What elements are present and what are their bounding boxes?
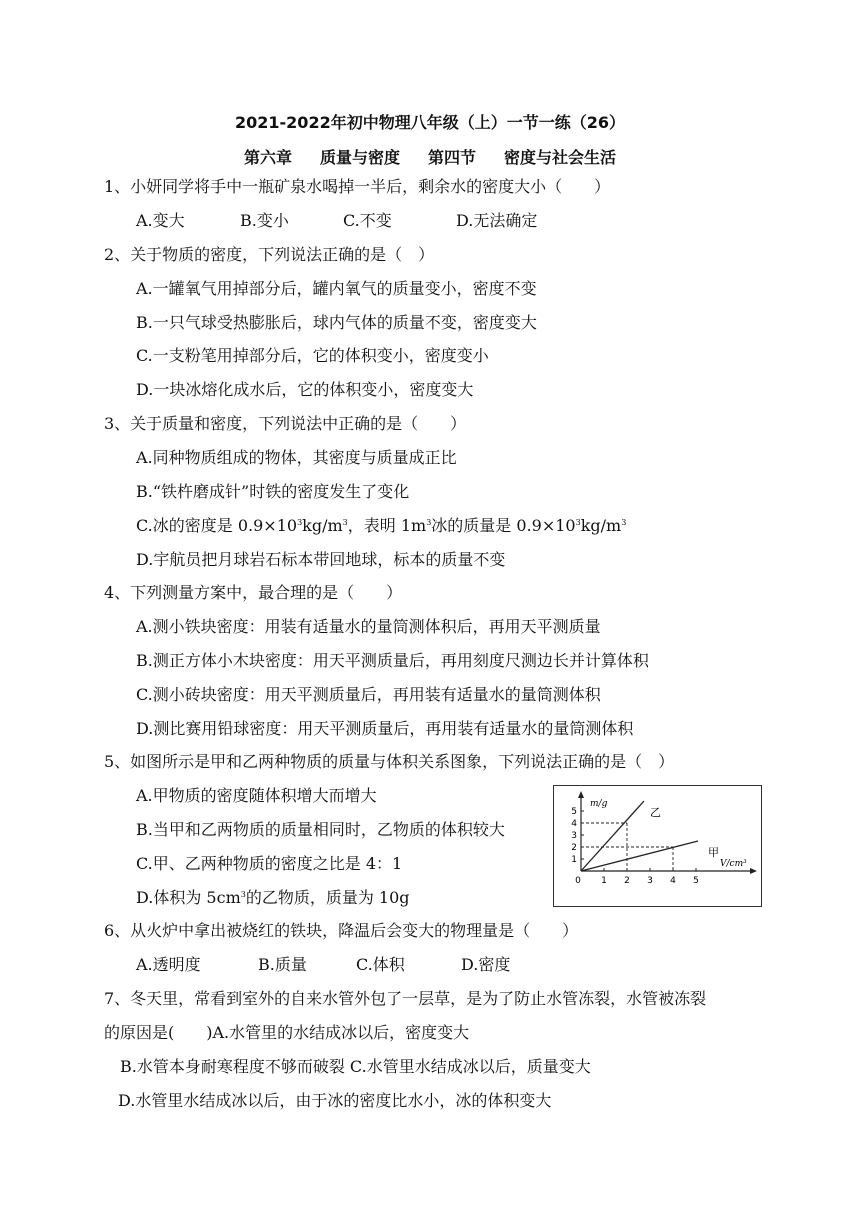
question-5-stem: 5、如图所示是甲和乙两种物质的质量与体积关系图象，下列说法正确的是（ ） — [104, 752, 675, 771]
x-tick-label-0: 0 — [575, 876, 581, 886]
chapter-subtitle — [0, 145, 860, 168]
section-name: 密度与社会生活 — [504, 148, 617, 167]
series-yi-label: 乙 — [650, 806, 661, 819]
q6-option-b: B.质量 — [258, 955, 307, 974]
q1-option-a: A.变大 — [136, 211, 185, 230]
series-jia-line — [581, 841, 698, 871]
section-number: 第四节 — [428, 148, 477, 167]
question-7-line-3: B.水管本身耐寒程度不够而破裂 C.水管里水结成冰以后，质量变大 — [120, 1057, 591, 1076]
y-tick-label-4: 4 — [571, 819, 577, 829]
series-yi-line — [581, 801, 644, 871]
question-1-options — [136, 211, 537, 231]
x-axis-arrow — [750, 868, 757, 874]
q5d-text-1: D.体积为 5cm — [136, 888, 241, 907]
y-tick-label-3: 3 — [571, 831, 577, 841]
q5d-text-2: 的乙物质，质量为 10g — [245, 888, 410, 907]
y-tick-label-2: 2 — [571, 843, 577, 853]
chapter-number: 第六章 — [243, 148, 292, 167]
q3c-exp-5: 3 — [621, 518, 627, 527]
question-7-line-2: 的原因是( )A.水管里的水结成冰以后，密度变大 — [104, 1023, 470, 1042]
q6-option-a: A.透明度 — [136, 955, 201, 974]
worksheet-title: 2021-2022年初中物理八年级（上）一节一练（26） — [235, 113, 625, 132]
question-2-stem: 2、关于物质的密度，下列说法正确的是（ ） — [104, 245, 435, 264]
x-tick-label-3: 3 — [647, 876, 653, 886]
question-6-options — [136, 955, 510, 975]
q3-option-a: A.同种物质组成的物体，其密度与质量成正比 — [136, 448, 457, 467]
y-tick-label-1: 1 — [571, 855, 577, 865]
q1-option-d: D.无法确定 — [456, 211, 538, 230]
q6-option-c: C.体积 — [356, 955, 405, 974]
chapter-name: 质量与密度 — [319, 148, 400, 167]
q2-option-c: C.一支粉笔用掉部分后，它的体积变小，密度变小 — [136, 346, 489, 365]
q3c-exp-4: 3 — [575, 518, 581, 527]
q5-option-a: A.甲物质的密度随体积增大而增大 — [136, 786, 377, 805]
q3c-text-3: ，表明 1m — [347, 516, 427, 535]
question-4-stem: 4、下列测量方案中，最合理的是（ ） — [104, 583, 403, 602]
y-axis-arrow — [578, 791, 584, 798]
q5-option-b: B.当甲和乙两物质的质量相同时，乙物质的体积较大 — [136, 820, 505, 839]
q4-option-b: B.测正方体小木块密度：用天平测质量后，再用刻度尺测边长并计算体积 — [136, 651, 649, 670]
q5-option-d — [136, 888, 410, 908]
q2-option-a: A.一罐氧气用掉部分后，罐内氧气的质量变小，密度不变 — [136, 279, 537, 298]
question-6-stem: 6、从火炉中拿出被烧红的铁块，降温后会变大的物理量是（ ） — [104, 921, 579, 940]
q3-option-c — [136, 516, 626, 536]
q3-option-b: B.“铁杵磨成针”时铁的密度发生了变化 — [136, 482, 410, 501]
graph-canvas — [554, 786, 761, 906]
x-axis-label: V/cm³ — [720, 859, 747, 869]
q3c-text-2: kg/m — [302, 516, 343, 535]
question-1-stem: 1、小妍同学将手中一瓶矿泉水喝掉一半后，剩余水的密度大小（ ） — [104, 177, 611, 196]
q3c-text-1: C.冰的密度是 0.9×10 — [136, 516, 298, 535]
q3c-exp-1: 3 — [297, 518, 303, 527]
question-7-line-4: D.水管里水结成冰以后，由于冰的密度比水小，冰的体积变大 — [118, 1091, 552, 1110]
q4-option-d: D.测比赛用铅球密度：用天平测质量后，再用装有适量水的量筒测体积 — [136, 719, 634, 738]
q3c-text-5: kg/m — [580, 516, 622, 535]
y-tick-label-5: 5 — [571, 807, 577, 817]
q1-option-b: B.变小 — [240, 211, 289, 230]
question-7-line-1: 7、冬天里，常看到室外的自来水管外包了一层草，是为了防止水管冻裂，水管被冻裂 — [104, 989, 707, 1008]
x-tick-label-2: 2 — [624, 876, 630, 886]
x-tick-label-4: 4 — [670, 876, 676, 886]
question-3-stem: 3、关于质量和密度，下列说法中正确的是（ ） — [104, 414, 467, 433]
q3c-exp-2: 3 — [342, 518, 348, 527]
q2-option-b: B.一只气球受热膨胀后，球内气体的质量不变，密度变大 — [136, 313, 537, 332]
y-axis-label: m/g — [590, 799, 608, 809]
q4-option-c: C.测小砖块密度：用天平测质量后，再用装有适量水的量筒测体积 — [136, 685, 601, 704]
q2-option-d: D.一块冰熔化成水后，它的体积变小，密度变大 — [136, 380, 474, 399]
series-jia-label: 甲 — [708, 846, 719, 859]
q6-option-d: D.密度 — [461, 955, 511, 974]
q4-option-a: A.测小铁块密度：用装有适量水的量筒测体积后，再用天平测质量 — [136, 617, 601, 636]
q3-option-d: D.宇航员把月球岩石标本带回地球，标本的质量不变 — [136, 550, 506, 569]
q3c-text-4: 冰的质量是 0.9×10 — [431, 516, 576, 535]
q3c-exp-3: 3 — [426, 518, 432, 527]
q1-option-c: C.不变 — [343, 211, 392, 230]
x-tick-label-5: 5 — [693, 876, 699, 886]
q5d-exp-1: 3 — [240, 890, 246, 899]
mass-volume-graph — [553, 785, 762, 907]
q5-option-c: C.甲、乙两种物质的密度之比是 4：1 — [136, 854, 403, 873]
x-tick-label-1: 1 — [601, 876, 607, 886]
